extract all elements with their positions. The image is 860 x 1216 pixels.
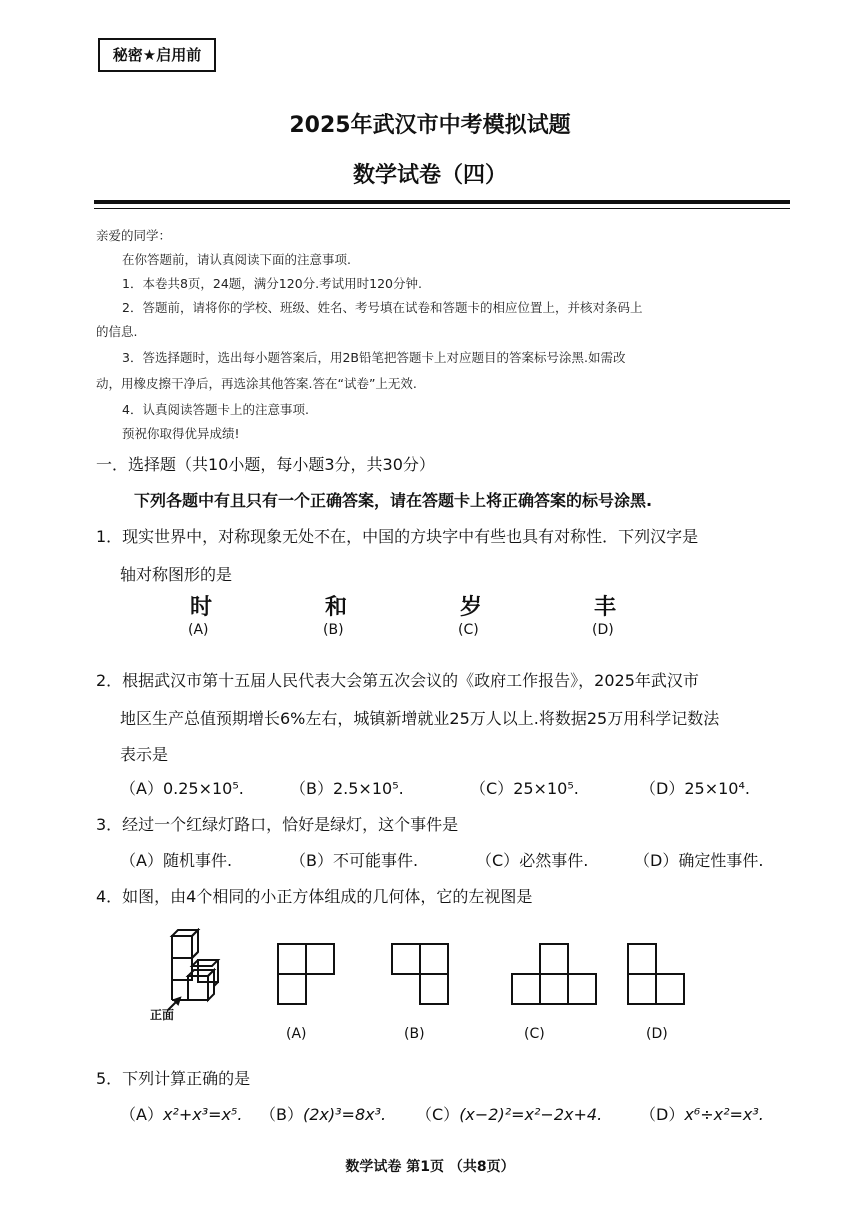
q2-option-a [120, 776, 244, 799]
q4-option-c-figure [510, 940, 600, 1010]
notice-item-4: 4．认真阅读答题卡上的注意事项. [122, 402, 309, 417]
q5-option-a-label: （A） [120, 1105, 163, 1124]
q2-stem-line3: 表示是 [120, 745, 169, 764]
q2-option-c-label: （C） [470, 779, 514, 798]
notice-item-1: 1．本卷共8页，24题，满分120分.考试用时120分钟. [122, 276, 422, 291]
q5-option-d-text: x⁶÷x²=x³. [684, 1105, 764, 1124]
q4-option-b-label: (B) [404, 1026, 425, 1042]
q4-option-b-figure [388, 940, 454, 1010]
q3-option-d-label: （D） [634, 851, 679, 870]
header-divider-thick [94, 200, 790, 204]
q4-stem: 4．如图，由4个相同的小正方体组成的几何体，它的左视图是 [96, 887, 533, 906]
q3-option-c [476, 848, 588, 871]
section-heading: 一．选择题（共10小题，每小题3分，共30分） [96, 455, 435, 474]
q2-stem-line1: 2．根据武汉市第十五届人民代表大会第五次会议的《政府工作报告》，2025年武汉市 [96, 671, 699, 690]
q3-option-d [634, 848, 763, 871]
q2-option-a-text: 0.25×10⁵. [162, 779, 244, 798]
q1-option-c-label: (C) [458, 622, 479, 638]
section-instruction: 下列各题中有且只有一个正确答案，请在答题卡上将正确答案的标号涂黑. [134, 491, 653, 510]
q5-option-c [416, 1102, 602, 1125]
q5-option-a [120, 1102, 243, 1125]
q1-stem-line2: 轴对称图形的是 [120, 565, 233, 584]
q3-option-a-text: 随机事件. [162, 851, 233, 870]
notice-item-2: 2．答题前，请将你的学校、班级、姓名、考号填在试卷和答题卡的相应位置上，并核对条码上 [122, 300, 643, 315]
front-view-label: 正面 [150, 1008, 175, 1022]
q5-option-a-text: x²+x³=x⁵. [162, 1105, 243, 1124]
q1-option-d-label: (D) [592, 622, 614, 638]
q5-option-d-label: （D） [640, 1105, 685, 1124]
q3-stem: 3．经过一个红绿灯路口，恰好是绿灯，这个事件是 [96, 815, 459, 834]
q4-option-c-label: (C) [524, 1026, 545, 1042]
exam-subtitle: 数学试卷（四） [352, 163, 507, 188]
q1-option-b-label: (B) [323, 622, 344, 638]
q1-stem-line1: 1．现实世界中，对称现象无处不在，中国的方块字中有些也具有对称性．下列汉字是 [96, 527, 699, 546]
notice-intro: 在你答题前，请认真阅读下面的注意事项. [122, 252, 351, 267]
q3-option-a-label: （A） [120, 851, 163, 870]
notice-item-2-cont: 的信息. [96, 324, 138, 339]
page-footer: 数学试卷 第1页 （共8页） [345, 1159, 515, 1175]
q2-option-c [470, 776, 579, 799]
q2-option-b-label: （B） [290, 779, 333, 798]
q5-option-b-label: （B） [260, 1105, 303, 1124]
q2-option-c-text: 25×10⁵. [513, 779, 579, 798]
q1-option-a-label: (A) [188, 622, 209, 638]
q1-option-c-char: 岁 [460, 595, 483, 620]
q1-option-d-char: 丰 [594, 595, 617, 620]
q3-option-c-label: （C） [476, 851, 520, 870]
q3-option-c-text: 必然事件. [519, 851, 589, 870]
header-divider-thin [94, 208, 790, 209]
q2-option-d [640, 776, 750, 799]
q3-option-a [120, 848, 232, 871]
q5-stem: 5．下列计算正确的是 [96, 1069, 251, 1088]
q3-option-b [290, 848, 418, 871]
q4-option-d-label: (D) [646, 1026, 668, 1042]
notice-greeting: 亲爱的同学： [96, 228, 172, 243]
q5-option-b-text: (2x)³=8x³. [302, 1105, 387, 1124]
exam-title: 2025年武汉市中考模拟试题 [289, 113, 571, 138]
notice-wish: 预祝你取得优异成绩! [122, 426, 240, 441]
q5-option-c-text: (x−2)²=x²−2x+4. [459, 1105, 603, 1124]
q3-option-b-text: 不可能事件. [332, 851, 419, 870]
q1-option-b-char: 和 [325, 595, 348, 620]
q5-option-d [640, 1102, 764, 1125]
q2-option-a-label: （A） [120, 779, 163, 798]
q2-option-b-text: 2.5×10⁵. [332, 779, 404, 798]
q5-option-c-label: （C） [416, 1105, 460, 1124]
q2-option-b [290, 776, 404, 799]
q1-option-a-char: 时 [190, 595, 213, 620]
q2-stem-line2: 地区生产总值预期增长6%左右，城镇新增就业25万人以上.将数据25万用科学记数法 [120, 709, 720, 728]
q3-option-d-text: 确定性事件. [678, 851, 764, 870]
confidential-stamp: 秘密★启用前 [98, 38, 216, 72]
q2-option-d-text: 25×10⁴. [684, 779, 750, 798]
q5-option-b [260, 1102, 386, 1125]
q3-option-b-label: （B） [290, 851, 333, 870]
q2-option-d-label: （D） [640, 779, 685, 798]
notice-item-3: 3．答选择题时，选出每小题答案后，用2B铅笔把答题卡上对应题目的答案标号涂黑.如需改 [122, 350, 626, 365]
q4-option-d-figure [624, 940, 714, 1010]
notice-item-3-cont: 动，用橡皮擦干净后，再选涂其他答案.答在“试卷”上无效. [96, 376, 417, 391]
q4-option-a-label: (A) [286, 1026, 307, 1042]
q4-option-a-figure [274, 940, 340, 1010]
